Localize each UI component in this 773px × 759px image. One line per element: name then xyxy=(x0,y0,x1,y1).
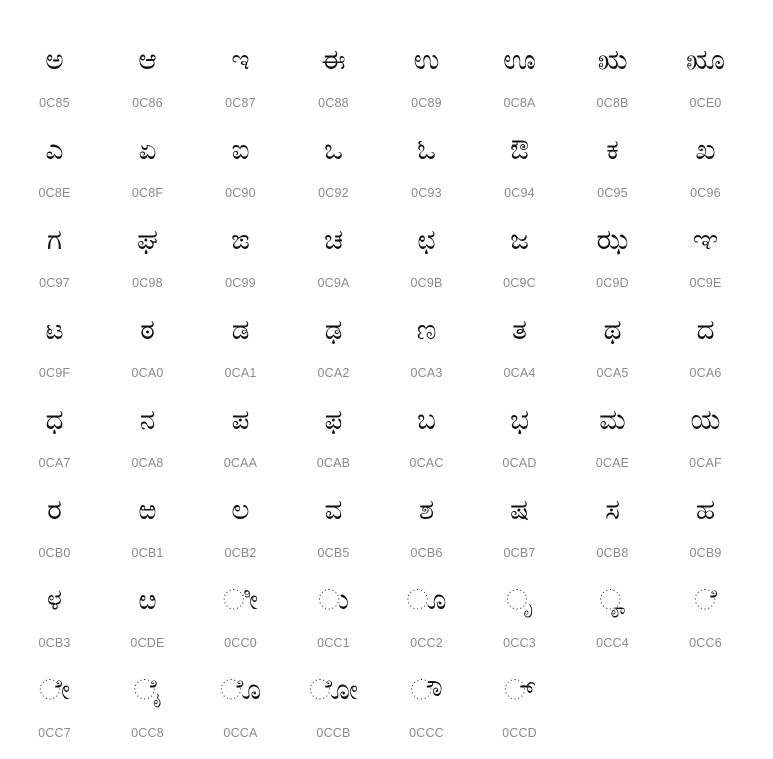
codepoint-label: 0C9B xyxy=(410,276,443,290)
character-cell xyxy=(101,390,194,480)
character-glyph: ಥ xyxy=(603,313,622,346)
codepoint-label: 0C89 xyxy=(411,96,442,110)
character-glyph: ಈ xyxy=(321,43,346,76)
character-cell xyxy=(287,120,380,210)
character-cell xyxy=(287,480,380,570)
character-cell xyxy=(8,30,101,120)
character-cell xyxy=(473,660,566,750)
character-cell xyxy=(194,210,287,300)
character-cell xyxy=(194,480,287,570)
character-glyph: ಙ xyxy=(231,223,250,256)
character-glyph: ಠ xyxy=(140,313,155,346)
character-cell xyxy=(101,570,194,660)
codepoint-label: 0CC1 xyxy=(317,636,350,650)
character-cell xyxy=(380,210,473,300)
codepoint-label: 0C97 xyxy=(39,276,70,290)
codepoint-label: 0C96 xyxy=(690,186,721,200)
character-cell xyxy=(659,390,752,480)
codepoint-label: 0CA0 xyxy=(131,366,164,380)
character-glyph: ಬ xyxy=(417,403,436,436)
character-cell xyxy=(566,390,659,480)
character-cell xyxy=(473,570,566,660)
character-cell xyxy=(380,390,473,480)
character-glyph: ಷ xyxy=(509,493,530,526)
codepoint-label: 0CAD xyxy=(502,456,537,470)
character-glyph: ೞ xyxy=(138,583,157,616)
codepoint-label: 0C98 xyxy=(132,276,163,290)
codepoint-label: 0C9D xyxy=(596,276,629,290)
codepoint-label: 0CC0 xyxy=(224,636,257,650)
codepoint-label: 0CCD xyxy=(502,726,537,740)
character-glyph: ಔ xyxy=(509,133,530,166)
character-cell xyxy=(8,120,101,210)
codepoint-label: 0CAC xyxy=(409,456,444,470)
codepoint-label: 0C88 xyxy=(318,96,349,110)
character-glyph: ೂ xyxy=(406,583,447,616)
codepoint-label: 0CC4 xyxy=(596,636,629,650)
character-cell xyxy=(194,570,287,660)
codepoint-label: 0CA2 xyxy=(317,366,350,380)
character-glyph: ಳ xyxy=(46,583,63,616)
character-cell xyxy=(659,30,752,120)
codepoint-label: 0CAF xyxy=(689,456,722,470)
codepoint-label: 0CA3 xyxy=(410,366,443,380)
codepoint-label: 0CC8 xyxy=(131,726,164,740)
character-cell xyxy=(287,660,380,750)
codepoint-label: 0CC7 xyxy=(38,726,71,740)
character-glyph: ಹ xyxy=(695,493,716,526)
codepoint-label: 0CE0 xyxy=(689,96,722,110)
character-cell xyxy=(659,570,752,660)
character-glyph: ಗ xyxy=(46,223,63,256)
character-glyph: ಋ xyxy=(597,43,628,76)
codepoint-label: 0C9F xyxy=(38,366,71,380)
character-glyph: ಚ xyxy=(323,223,344,256)
character-glyph: ಕ xyxy=(606,133,619,166)
character-cell xyxy=(8,300,101,390)
character-cell xyxy=(473,210,566,300)
character-glyph: ೇ xyxy=(38,673,71,706)
character-cell xyxy=(287,210,380,300)
character-cell xyxy=(566,120,659,210)
character-glyph: ಎ xyxy=(45,133,64,166)
character-cell xyxy=(194,120,287,210)
codepoint-label: 0CDE xyxy=(130,636,165,650)
codepoint-label: 0CA6 xyxy=(689,366,722,380)
character-cell xyxy=(659,120,752,210)
codepoint-label: 0CAB xyxy=(316,456,351,470)
codepoint-label: 0CA8 xyxy=(131,456,164,470)
character-glyph: ಸ xyxy=(605,493,620,526)
character-cell xyxy=(380,120,473,210)
character-glyph: ಫ xyxy=(324,403,343,436)
character-cell xyxy=(380,480,473,570)
codepoint-label: 0C8B xyxy=(596,96,629,110)
character-cell xyxy=(287,30,380,120)
codepoint-label: 0C8F xyxy=(131,186,164,200)
codepoint-label: 0C95 xyxy=(597,186,628,200)
character-cell xyxy=(473,480,566,570)
character-glyph: ರ xyxy=(47,493,62,526)
character-cell xyxy=(101,210,194,300)
character-glyph: ಅ xyxy=(45,43,64,76)
character-glyph: ೋ xyxy=(308,673,359,706)
character-glyph: ನ xyxy=(139,403,156,436)
character-glyph: ು xyxy=(317,583,350,616)
codepoint-label: 0C9C xyxy=(503,276,536,290)
character-glyph: ಏ xyxy=(138,133,157,166)
character-cell xyxy=(101,660,194,750)
codepoint-label: 0C8E xyxy=(38,186,71,200)
character-cell xyxy=(566,480,659,570)
character-cell xyxy=(8,570,101,660)
character-glyph: ಝ xyxy=(596,223,629,256)
codepoint-label: 0CC2 xyxy=(410,636,443,650)
character-cell xyxy=(659,480,752,570)
character-cell xyxy=(473,390,566,480)
character-cell xyxy=(101,120,194,210)
character-cell xyxy=(473,120,566,210)
character-glyph: ಲ xyxy=(231,493,250,526)
codepoint-label: 0C93 xyxy=(411,186,442,200)
codepoint-label: 0CCC xyxy=(409,726,444,740)
character-cell xyxy=(473,30,566,120)
character-glyph: ೊ xyxy=(219,673,262,706)
character-glyph: ಧ xyxy=(45,403,64,436)
codepoint-label: 0CAE xyxy=(595,456,630,470)
character-glyph: ಯ xyxy=(690,403,721,436)
character-cell xyxy=(287,570,380,660)
character-cell xyxy=(194,30,287,120)
character-cell xyxy=(287,300,380,390)
character-cell xyxy=(659,300,752,390)
codepoint-label: 0CAA xyxy=(223,456,258,470)
codepoint-label: 0CB7 xyxy=(503,546,536,560)
codepoint-label: 0C8A xyxy=(503,96,536,110)
character-glyph: ೠ xyxy=(685,43,726,76)
character-glyph: ಟ xyxy=(45,313,64,346)
character-glyph: ಘ xyxy=(136,223,159,256)
character-cell xyxy=(8,480,101,570)
character-cell xyxy=(473,300,566,390)
character-cell xyxy=(380,300,473,390)
character-glyph: ಱ xyxy=(138,493,157,526)
character-glyph: ಖ xyxy=(695,133,716,166)
character-glyph: ಶ xyxy=(418,493,435,526)
codepoint-label: 0C94 xyxy=(504,186,535,200)
character-glyph: ್ xyxy=(503,673,536,706)
codepoint-label: 0CC6 xyxy=(689,636,722,650)
codepoint-label: 0C87 xyxy=(225,96,256,110)
codepoint-label: 0C92 xyxy=(318,186,349,200)
character-glyph: ಉ xyxy=(413,43,440,76)
character-glyph: ಊ xyxy=(503,43,536,76)
character-cell xyxy=(8,210,101,300)
character-glyph: ಜ xyxy=(510,223,529,256)
character-cell xyxy=(194,660,287,750)
character-glyph: ಭ xyxy=(509,403,530,436)
character-cell xyxy=(194,300,287,390)
character-glyph: ೃ xyxy=(505,583,534,616)
character-glyph: ಐ xyxy=(231,133,250,166)
codepoint-label: 0CCB xyxy=(316,726,351,740)
character-glyph: ದ xyxy=(696,313,715,346)
character-cell xyxy=(101,300,194,390)
character-glyph: ಮ xyxy=(599,403,626,436)
character-cell xyxy=(566,300,659,390)
codepoint-label: 0CB9 xyxy=(689,546,722,560)
character-cell xyxy=(8,660,101,750)
codepoint-label: 0CC3 xyxy=(503,636,536,650)
codepoint-label: 0CCA xyxy=(223,726,258,740)
character-cell xyxy=(380,660,473,750)
character-cell xyxy=(566,210,659,300)
character-glyph: ಣ xyxy=(416,313,437,346)
codepoint-label: 0C9A xyxy=(317,276,350,290)
codepoint-label: 0CB6 xyxy=(410,546,443,560)
character-glyph: ಓ xyxy=(417,133,436,166)
codepoint-label: 0CB1 xyxy=(131,546,164,560)
character-glyph: ಛ xyxy=(417,223,436,256)
character-cell xyxy=(380,570,473,660)
character-cell xyxy=(101,30,194,120)
codepoint-label: 0CB2 xyxy=(224,546,257,560)
character-cell xyxy=(566,570,659,660)
kannada-character-grid xyxy=(8,30,752,750)
character-glyph: ಒ xyxy=(324,133,343,166)
character-glyph: ಆ xyxy=(138,43,157,76)
codepoint-label: 0C85 xyxy=(39,96,70,110)
codepoint-label: 0C90 xyxy=(225,186,256,200)
character-cell xyxy=(566,30,659,120)
character-cell xyxy=(101,480,194,570)
codepoint-label: 0CB8 xyxy=(596,546,629,560)
character-cell xyxy=(659,210,752,300)
character-glyph: ೀ xyxy=(222,583,259,616)
character-glyph: ಪ xyxy=(231,403,250,436)
character-glyph: ವ xyxy=(324,493,343,526)
character-glyph: ತ xyxy=(512,313,527,346)
character-cell xyxy=(194,390,287,480)
character-glyph: ಡ xyxy=(231,313,250,346)
codepoint-label: 0C9E xyxy=(689,276,722,290)
codepoint-label: 0CA5 xyxy=(596,366,629,380)
codepoint-label: 0CB5 xyxy=(317,546,350,560)
codepoint-label: 0C86 xyxy=(132,96,163,110)
character-glyph: ೈ xyxy=(133,673,162,706)
character-glyph: ಢ xyxy=(324,313,343,346)
codepoint-label: 0CB0 xyxy=(38,546,71,560)
codepoint-label: 0C99 xyxy=(225,276,256,290)
character-glyph: ೌ xyxy=(410,673,443,706)
character-glyph: ೆ xyxy=(693,583,718,616)
character-glyph: ೄ xyxy=(599,583,626,616)
character-cell xyxy=(8,390,101,480)
codepoint-label: 0CA1 xyxy=(224,366,257,380)
character-glyph: ಞ xyxy=(692,223,719,256)
codepoint-label: 0CB3 xyxy=(38,636,71,650)
codepoint-label: 0CA4 xyxy=(503,366,536,380)
character-glyph: ಇ xyxy=(231,43,250,76)
codepoint-label: 0CA7 xyxy=(38,456,71,470)
character-cell xyxy=(287,390,380,480)
character-cell xyxy=(380,30,473,120)
